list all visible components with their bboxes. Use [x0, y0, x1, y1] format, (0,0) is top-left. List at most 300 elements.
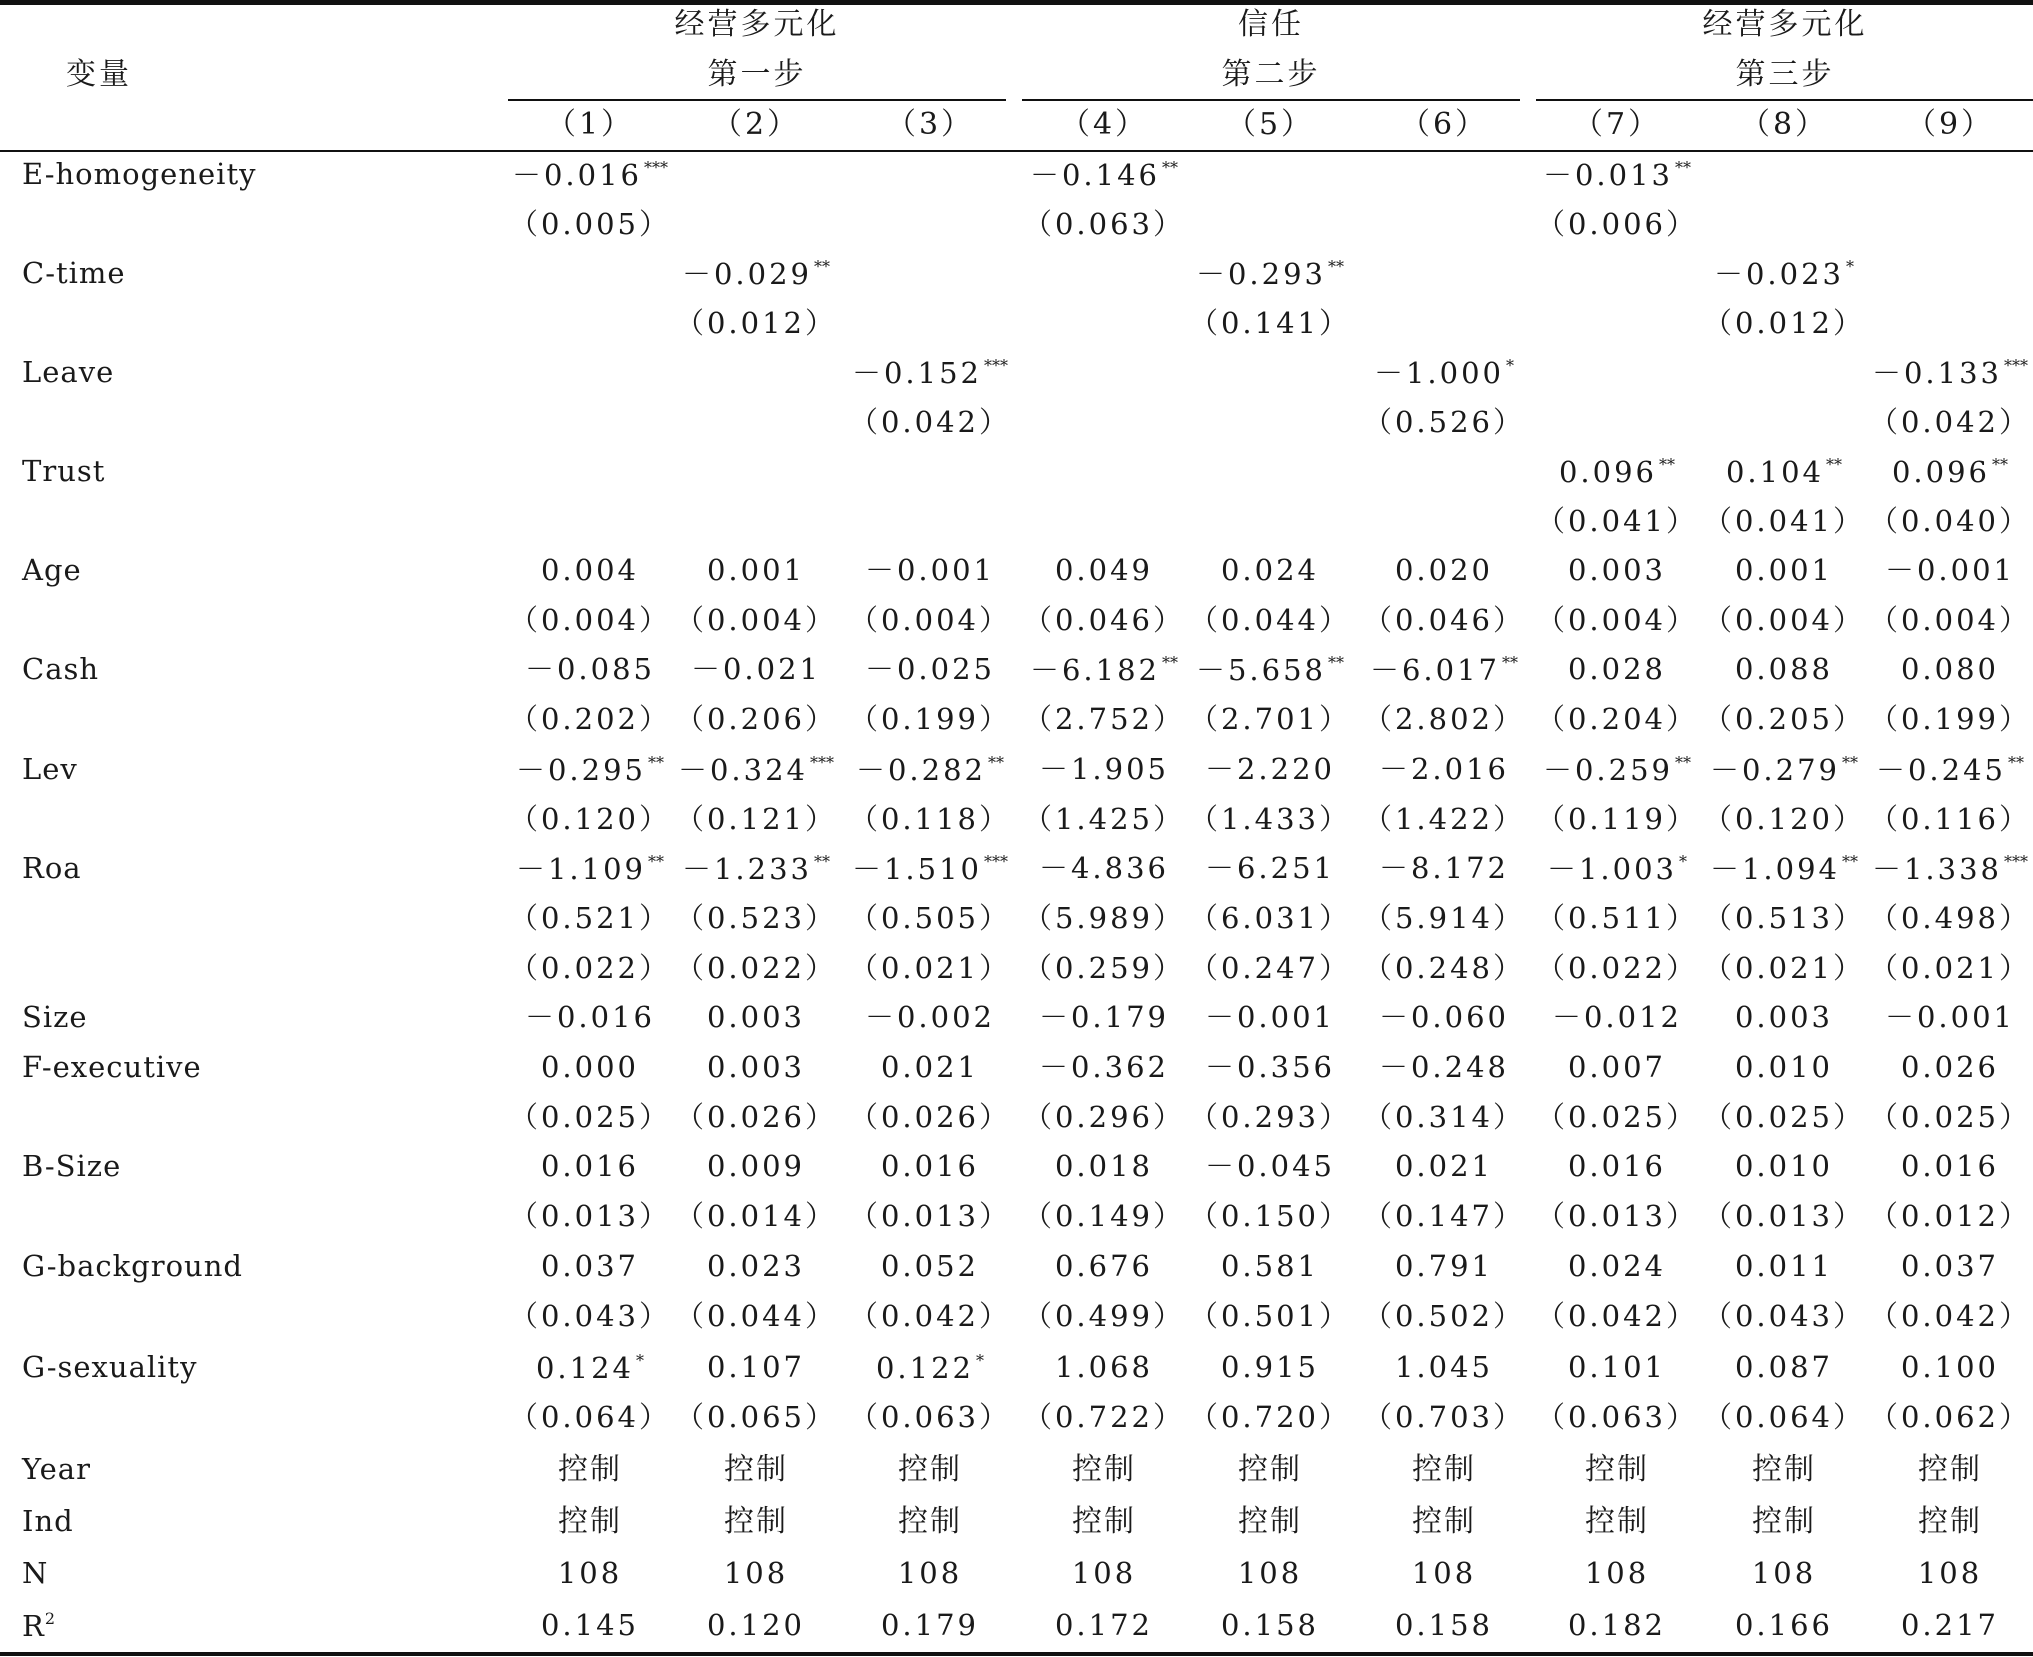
column-number: （8） [1739, 107, 1829, 142]
coefficient-cell [1551, 1000, 1683, 1034]
coefficient-value: 0.101 [1567, 1350, 1667, 1384]
significance-stars: * [1506, 356, 1515, 375]
significance-stars: ** [1842, 852, 1859, 871]
coefficient-cell [1030, 160, 1178, 190]
group-3-rule [1536, 99, 2033, 101]
standard-error-cell: （0.046） [1022, 603, 1186, 637]
coefficient-value: －1.094 [1709, 852, 1841, 886]
standard-error-cell: （0.498） [1868, 901, 2032, 935]
significance-stars: ** [1675, 158, 1692, 177]
coefficient-value: 0.158 [1394, 1608, 1494, 1642]
standard-error-cell: （0.046） [1362, 603, 1526, 637]
coefficient-cell [1559, 457, 1675, 487]
significance-stars: *** [2004, 356, 2029, 375]
coefficient-cell [1543, 755, 1691, 785]
coefficient-value: 108 [1917, 1556, 1983, 1590]
coefficient-cell [706, 553, 806, 587]
coefficient-value: 0.028 [1567, 652, 1667, 686]
coefficient-value: －0.021 [690, 652, 822, 686]
standard-error-cell: （0.120） [1702, 802, 1866, 836]
coefficient-cell [1900, 1608, 2000, 1642]
standard-error-cell: （2.752） [1022, 702, 1186, 736]
coefficient-value: 0.179 [880, 1608, 980, 1642]
coefficient-value: 控制 [1412, 1452, 1476, 1487]
coefficient-cell [1567, 1350, 1667, 1384]
coefficient-value: 0.581 [1220, 1249, 1320, 1283]
coefficient-value: －2.016 [1378, 752, 1510, 786]
significance-stars: ** [1162, 158, 1179, 177]
coefficient-cell [1378, 752, 1510, 786]
coefficient-value: －0.029 [681, 257, 813, 291]
standard-error-cell: （0.012） [674, 306, 838, 340]
coefficient-value: －0.152 [851, 356, 983, 390]
standard-error-cell: （0.041） [1702, 504, 1866, 538]
group-2-title: 信任 [1238, 7, 1304, 42]
coefficient-value: －4.836 [1038, 851, 1170, 885]
significance-stars: *** [984, 356, 1009, 375]
standard-error-cell: （0.141） [1188, 306, 1352, 340]
coefficient-value: －0.179 [1038, 1000, 1170, 1034]
significance-stars: ** [1992, 455, 2009, 474]
coefficient-cell [540, 1608, 640, 1642]
coefficient-value: 0.120 [706, 1608, 806, 1642]
coefficient-cell [1918, 1504, 1982, 1539]
significance-stars: ** [814, 257, 831, 276]
coefficient-cell [1567, 1608, 1667, 1642]
coefficient-value: －1.000 [1373, 356, 1505, 390]
coefficient-cell [1378, 1000, 1510, 1034]
coefficient-cell [1370, 655, 1518, 685]
coefficient-value: 0.003 [706, 1050, 806, 1084]
standard-error-cell: （0.022） [1535, 951, 1699, 985]
coefficient-value: 控制 [1238, 1504, 1302, 1539]
coefficient-value: －5.658 [1195, 653, 1327, 687]
coefficient-value: 1.045 [1394, 1350, 1494, 1384]
coefficient-value: 0.080 [1900, 652, 2000, 686]
coefficient-cell [876, 1353, 984, 1383]
coefficient-cell [1394, 1249, 1494, 1283]
standard-error-cell: （0.063） [1535, 1400, 1699, 1434]
significance-stars: * [1846, 257, 1855, 276]
coefficient-cell [1204, 1149, 1336, 1183]
standard-error-cell: （0.026） [848, 1100, 1012, 1134]
significance-stars: ** [1675, 753, 1692, 772]
standard-error-cell: （0.042） [848, 1299, 1012, 1333]
standard-error-cell: （0.505） [848, 901, 1012, 935]
standard-error-cell: （0.044） [1188, 603, 1352, 637]
standard-error-cell: （1.433） [1188, 802, 1352, 836]
header-rule [0, 150, 2033, 152]
variable-name: C-time [22, 256, 126, 290]
variable-name: Trust [22, 454, 106, 488]
standard-error-cell: （0.026） [674, 1100, 838, 1134]
coefficient-value: 控制 [724, 1504, 788, 1539]
coefficient-cell [1900, 1249, 2000, 1283]
coefficient-cell [1567, 652, 1667, 686]
column-number: （5） [1225, 107, 1315, 142]
standard-error-cell: （0.063） [848, 1400, 1012, 1434]
coefficient-cell [1892, 457, 2008, 487]
standard-error-cell: （0.206） [674, 702, 838, 736]
coefficient-cell [1038, 1050, 1170, 1084]
standard-error-cell: （0.006） [1535, 207, 1699, 241]
standard-error-cell: （0.499） [1022, 1299, 1186, 1333]
standard-error-cell: （0.063） [1022, 207, 1186, 241]
standard-error-cell: （0.703） [1362, 1400, 1526, 1434]
coefficient-cell [864, 1000, 996, 1034]
coefficient-value: －0.282 [855, 753, 987, 787]
coefficient-value: 0.166 [1734, 1608, 1834, 1642]
coefficient-value: 0.026 [1900, 1050, 2000, 1084]
coefficient-cell [898, 1452, 962, 1487]
coefficient-cell [1196, 655, 1344, 685]
coefficient-cell [1054, 1249, 1154, 1283]
coefficient-value: 0.010 [1734, 1149, 1834, 1183]
coefficient-value: －0.293 [1195, 257, 1327, 291]
significance-stars: * [636, 1351, 645, 1370]
variable-name: Age [22, 553, 82, 587]
coefficient-cell [524, 652, 656, 686]
coefficient-value: －2.220 [1204, 752, 1336, 786]
coefficient-cell [1872, 854, 2028, 884]
coefficient-cell [516, 755, 664, 785]
coefficient-cell [512, 160, 668, 190]
coefficient-value: 0.087 [1734, 1350, 1834, 1384]
coefficient-value: 控制 [724, 1452, 788, 1487]
coefficient-cell [1204, 752, 1336, 786]
coefficient-cell [706, 1050, 806, 1084]
standard-error-cell: （6.031） [1188, 901, 1352, 935]
coefficient-value: 108 [897, 1556, 963, 1590]
standard-error-cell: （0.118） [848, 802, 1012, 836]
coefficient-value: －0.001 [1884, 553, 2016, 587]
column-number: （7） [1572, 107, 1662, 142]
significance-stars: ** [1842, 753, 1859, 772]
standard-error-cell: （0.004） [674, 603, 838, 637]
standard-error-cell: （0.004） [1702, 603, 1866, 637]
coefficient-value: －0.356 [1204, 1050, 1336, 1084]
coefficient-cell [1585, 1452, 1649, 1487]
standard-error-cell: （0.013） [508, 1199, 672, 1233]
coefficient-cell [1917, 1556, 1983, 1590]
coefficient-cell [880, 1249, 980, 1283]
coefficient-value: 0.010 [1734, 1050, 1834, 1084]
standard-error-cell: （0.147） [1362, 1199, 1526, 1233]
coefficient-cell [1752, 1452, 1816, 1487]
coefficient-value: 控制 [1072, 1452, 1136, 1487]
coefficient-value: 0.024 [1567, 1249, 1667, 1283]
coefficient-value: －0.133 [1871, 356, 2003, 390]
standard-error-cell: （0.043） [1702, 1299, 1866, 1333]
coefficient-value: 0.001 [1734, 553, 1834, 587]
coefficient-value: －0.248 [1378, 1050, 1510, 1084]
coefficient-cell [678, 755, 834, 785]
coefficient-value: 0.122 [875, 1351, 975, 1385]
significance-stars: ** [648, 852, 665, 871]
column-number: （6） [1399, 107, 1489, 142]
standard-error-cell: （0.021） [1868, 951, 2032, 985]
group-1-title: 经营多元化 [674, 7, 840, 42]
standard-error-cell: （1.425） [1022, 802, 1186, 836]
coefficient-value: －0.045 [1204, 1149, 1336, 1183]
coefficient-value: 0.003 [1734, 1000, 1834, 1034]
standard-error-cell: （0.013） [1535, 1199, 1699, 1233]
variable-name: G-sexuality [22, 1350, 198, 1384]
group-1-rule [508, 99, 1006, 101]
variable-name: G-background [22, 1249, 243, 1283]
coefficient-value: －0.362 [1038, 1050, 1170, 1084]
coefficient-cell [1734, 1050, 1834, 1084]
coefficient-cell [1204, 1000, 1336, 1034]
coefficient-cell [706, 1249, 806, 1283]
coefficient-value: －1.510 [851, 852, 983, 886]
coefficient-value: －0.295 [515, 753, 647, 787]
standard-error-cell: （0.004） [848, 603, 1012, 637]
variable-name: Leave [22, 355, 115, 389]
coefficient-value: 108 [1237, 1556, 1303, 1590]
coefficient-value: 控制 [1918, 1452, 1982, 1487]
coefficient-value: －1.905 [1038, 752, 1170, 786]
variable-name: Size [22, 1000, 88, 1034]
variable-header: 变量 [66, 57, 132, 92]
coefficient-value: 控制 [1752, 1452, 1816, 1487]
standard-error-cell: （0.040） [1868, 504, 2032, 538]
coefficient-cell [1876, 755, 2024, 785]
standard-error-cell: （0.062） [1868, 1400, 2032, 1434]
significance-stars: ** [1826, 455, 1843, 474]
coefficient-cell [1734, 1149, 1834, 1183]
coefficient-cell [1585, 1504, 1649, 1539]
coefficient-cell [1734, 1608, 1834, 1642]
standard-error-cell: （0.004） [1868, 603, 2032, 637]
standard-error-cell: （0.121） [674, 802, 838, 836]
standard-error-cell: （0.022） [508, 951, 672, 985]
coefficient-cell [880, 1050, 980, 1084]
variable-name: B-Size [22, 1149, 122, 1183]
coefficient-value: －8.172 [1378, 851, 1510, 885]
coefficient-value: －0.023 [1713, 257, 1845, 291]
coefficient-value: 0.049 [1054, 553, 1154, 587]
coefficient-value: 控制 [558, 1452, 622, 1487]
significance-stars: *** [810, 753, 835, 772]
standard-error-cell: （5.989） [1022, 901, 1186, 935]
standard-error-cell: （0.247） [1188, 951, 1352, 985]
standard-error-cell: （0.013） [1702, 1199, 1866, 1233]
coefficient-value: －0.012 [1551, 1000, 1683, 1034]
coefficient-cell [1374, 358, 1514, 388]
standard-error-cell: （0.025） [1868, 1100, 2032, 1134]
coefficient-cell [1726, 457, 1842, 487]
coefficient-cell [880, 1608, 980, 1642]
superscript: 2 [44, 1609, 57, 1628]
coefficient-cell [1072, 1504, 1136, 1539]
standard-error-cell: （0.064） [1702, 1400, 1866, 1434]
coefficient-value: 108 [723, 1556, 789, 1590]
coefficient-value: 0.001 [706, 553, 806, 587]
coefficient-value: 0.791 [1394, 1249, 1494, 1283]
standard-error-cell: （0.041） [1535, 504, 1699, 538]
coefficient-value: 0.004 [540, 553, 640, 587]
coefficient-value: －0.259 [1542, 753, 1674, 787]
standard-error-cell: （0.720） [1188, 1400, 1352, 1434]
coefficient-value: 0.021 [880, 1050, 980, 1084]
coefficient-cell [723, 1556, 789, 1590]
coefficient-cell [856, 755, 1004, 785]
coefficient-value: 控制 [1752, 1504, 1816, 1539]
coefficient-value: 108 [1584, 1556, 1650, 1590]
standard-error-cell: （0.022） [674, 951, 838, 985]
coefficient-value: 0.020 [1394, 553, 1494, 587]
significance-stars: ** [1502, 653, 1519, 672]
coefficient-cell [1547, 854, 1687, 884]
coefficient-cell [1900, 1050, 2000, 1084]
coefficient-value: －0.324 [677, 753, 809, 787]
coefficient-value: 0.016 [880, 1149, 980, 1183]
significance-stars: ** [648, 753, 665, 772]
coefficient-cell [1884, 553, 2016, 587]
coefficient-value: －1.338 [1871, 852, 2003, 886]
standard-error-cell: （0.004） [1535, 603, 1699, 637]
significance-stars: ** [1659, 455, 1676, 474]
coefficient-cell [1567, 1249, 1667, 1283]
standard-error-cell: （0.202） [508, 702, 672, 736]
coefficient-cell [1238, 1504, 1302, 1539]
coefficient-cell [1900, 1350, 2000, 1384]
coefficient-cell [1378, 1050, 1510, 1084]
group-2-step: 第二步 [1221, 57, 1321, 92]
coefficient-value: 0.016 [1900, 1149, 2000, 1183]
coefficient-value: 0.915 [1220, 1350, 1320, 1384]
standard-error-cell: （0.501） [1188, 1299, 1352, 1333]
significance-stars: ** [1328, 257, 1345, 276]
coefficient-cell [897, 1556, 963, 1590]
coefficient-cell [1071, 1556, 1137, 1590]
column-number: （4） [1059, 107, 1149, 142]
coefficient-value: －0.025 [864, 652, 996, 686]
coefficient-value: 控制 [1072, 1504, 1136, 1539]
variable-name: Ind [22, 1504, 74, 1538]
coefficient-cell [724, 1504, 788, 1539]
coefficient-cell [1734, 553, 1834, 587]
standard-error-cell: （0.065） [674, 1400, 838, 1434]
coefficient-cell [558, 1504, 622, 1539]
coefficient-value: 0.100 [1900, 1350, 2000, 1384]
standard-error-cell: （0.043） [508, 1299, 672, 1333]
coefficient-cell [1220, 1350, 1320, 1384]
coefficient-cell [1734, 652, 1834, 686]
coefficient-value: 控制 [1412, 1504, 1476, 1539]
coefficient-value: －0.085 [524, 652, 656, 686]
coefficient-value: －6.182 [1029, 653, 1161, 687]
variable-name: N [22, 1556, 49, 1590]
standard-error-cell: （0.149） [1022, 1199, 1186, 1233]
coefficient-cell [1394, 553, 1494, 587]
variable-name: F-executive [22, 1050, 202, 1084]
standard-error-cell: （0.502） [1362, 1299, 1526, 1333]
coefficient-value: 0.011 [1734, 1249, 1834, 1283]
coefficient-cell [1238, 1452, 1302, 1487]
coefficient-cell [1394, 1149, 1494, 1183]
coefficient-cell [1394, 1350, 1494, 1384]
variable-name: Lev [22, 752, 78, 786]
coefficient-cell [1220, 1249, 1320, 1283]
coefficient-cell [558, 1452, 622, 1487]
coefficient-value: 108 [1071, 1556, 1137, 1590]
coefficient-cell [1054, 1350, 1154, 1384]
coefficient-cell [1900, 652, 2000, 686]
variable-name: Roa [22, 851, 82, 885]
coefficient-cell [1734, 1000, 1834, 1034]
variable-name: $R^2$ [22, 1609, 57, 1643]
coefficient-value: 0.037 [540, 1249, 640, 1283]
significance-stars: *** [2004, 852, 2029, 871]
coefficient-value: －0.016 [511, 158, 643, 192]
standard-error-cell: （0.150） [1188, 1199, 1352, 1233]
coefficient-value: 0.182 [1567, 1608, 1667, 1642]
significance-stars: ** [814, 852, 831, 871]
coefficient-cell [1412, 1504, 1476, 1539]
coefficient-cell [1751, 1556, 1817, 1590]
coefficient-value: 1.068 [1054, 1350, 1154, 1384]
standard-error-cell: （0.116） [1868, 802, 2032, 836]
coefficient-cell [1710, 755, 1858, 785]
coefficient-value: －6.251 [1204, 851, 1336, 885]
column-number: （9） [1905, 107, 1995, 142]
significance-stars: * [976, 1351, 985, 1370]
coefficient-value: －6.017 [1369, 653, 1501, 687]
coefficient-cell [540, 1050, 640, 1084]
coefficient-cell [536, 1353, 644, 1383]
coefficient-cell [1710, 854, 1858, 884]
group-3-title: 经营多元化 [1702, 7, 1868, 42]
standard-error-cell: （0.293） [1188, 1100, 1352, 1134]
standard-error-cell: （0.025） [1702, 1100, 1866, 1134]
significance-stars: *** [984, 852, 1009, 871]
coefficient-cell [1030, 655, 1178, 685]
standard-error-cell: （0.526） [1362, 405, 1526, 439]
coefficient-value: 0.000 [540, 1050, 640, 1084]
coefficient-cell [1204, 1050, 1336, 1084]
standard-error-cell: （0.296） [1022, 1100, 1186, 1134]
standard-error-cell: （0.021） [848, 951, 1012, 985]
coefficient-value: 0.096 [1891, 455, 1991, 489]
coefficient-value: －1.233 [681, 852, 813, 886]
coefficient-cell [1038, 1000, 1170, 1034]
coefficient-value: 0.096 [1558, 455, 1658, 489]
coefficient-cell [880, 1149, 980, 1183]
coefficient-value: －1.109 [515, 852, 647, 886]
coefficient-cell [1072, 1452, 1136, 1487]
coefficient-cell [1872, 358, 2028, 388]
coefficient-value: 108 [1751, 1556, 1817, 1590]
coefficient-cell [557, 1556, 623, 1590]
coefficient-value: 控制 [558, 1504, 622, 1539]
standard-error-cell: （1.422） [1362, 802, 1526, 836]
coefficient-cell [1584, 1556, 1650, 1590]
coefficient-cell [1237, 1556, 1303, 1590]
coefficient-value: 0.124 [535, 1351, 635, 1385]
coefficient-value: 控制 [1918, 1504, 1982, 1539]
column-number: （3） [885, 107, 975, 142]
coefficient-value: －0.279 [1709, 753, 1841, 787]
coefficient-value: 0.018 [1054, 1149, 1154, 1183]
coefficient-value: －0.060 [1378, 1000, 1510, 1034]
coefficient-cell [1900, 1149, 2000, 1183]
standard-error-cell: （0.042） [1868, 405, 2032, 439]
standard-error-cell: （0.025） [508, 1100, 672, 1134]
coefficient-cell [1220, 553, 1320, 587]
coefficient-value: 108 [1411, 1556, 1477, 1590]
